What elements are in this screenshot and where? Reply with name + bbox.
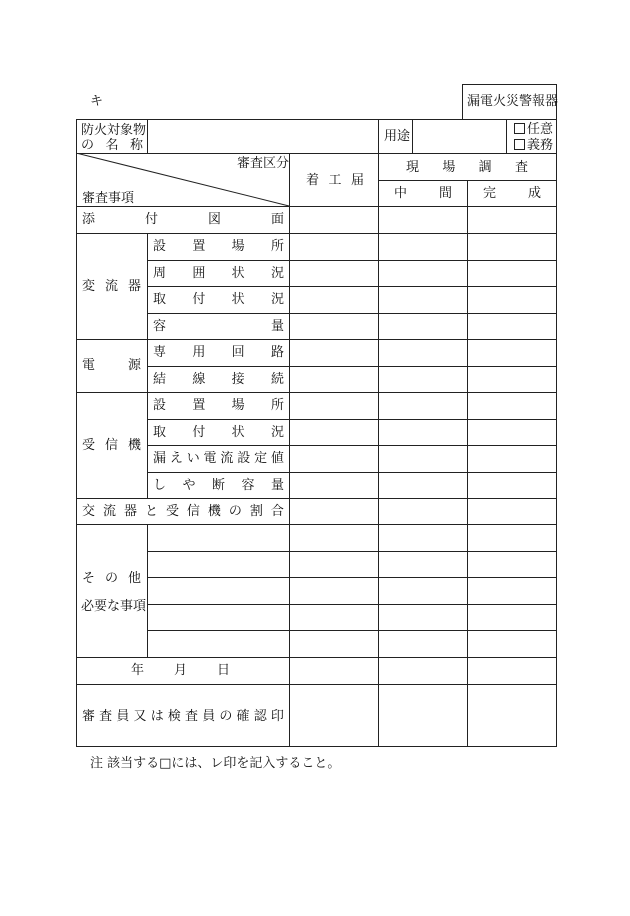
completion-header: 完 成 <box>483 186 541 201</box>
checkbox-icon <box>514 123 525 134</box>
receiver-item-leakage-setting: 漏 え い 電 流 設 定 値 <box>153 451 284 466</box>
transformer-label: 変 流 器 <box>82 279 141 294</box>
middle-header: 中 間 <box>394 186 452 201</box>
ratio-label: 交 流 器 と 受 信 機 の 割 合 <box>82 504 284 519</box>
usage-field[interactable] <box>413 120 506 153</box>
receiver-item-breaking-capacity: し や 断 容 量 <box>153 478 284 493</box>
footnote: 注 該当する□には、レ印を記入すること。 <box>90 756 341 771</box>
power-label: 電 源 <box>82 358 141 373</box>
transformer-item-capacity: 容 量 <box>153 319 284 334</box>
other-label-line2: 必要な事項 <box>81 599 147 614</box>
object-name-label-line1: 防火対象物 <box>81 123 147 138</box>
object-name-label-line2: の 名 称 <box>81 138 143 153</box>
form-title: 漏電火災警報器 <box>467 94 559 109</box>
form-code-label: キ <box>90 94 104 109</box>
other-label-line1: そ の 他 <box>82 571 141 586</box>
receiver-label: 受 信 機 <box>82 438 141 453</box>
power-item-dedicated-circuit: 専 用 回 路 <box>153 345 284 360</box>
attached-drawings-label: 添 付 図 面 <box>82 212 284 227</box>
start-notice-header: 着 工 届 <box>306 173 364 188</box>
items-label: 審査事項 <box>82 191 135 206</box>
power-item-wiring: 結 線 接 続 <box>153 372 284 387</box>
option-optional[interactable]: 任意 <box>514 123 553 136</box>
confirmation-seal-label: 審 査 員 又 は 検 査 員 の 確 認 印 <box>82 709 284 724</box>
receiver-item-location: 設 置 場 所 <box>153 398 284 413</box>
category-label: 審査区分 <box>237 156 290 171</box>
transformer-item-location: 設 置 場 所 <box>153 239 284 254</box>
site-inspection-header: 現 場 調 査 <box>406 160 528 175</box>
transformer-item-surroundings: 周 囲 状 況 <box>153 266 284 281</box>
receiver-item-mounting: 取 付 状 況 <box>153 425 284 440</box>
transformer-item-mounting: 取 付 状 況 <box>153 292 284 307</box>
checkbox-icon <box>514 139 525 150</box>
object-name-field[interactable] <box>148 120 378 153</box>
usage-label: 用途 <box>384 129 411 144</box>
date-label: 年 月 日 <box>131 663 230 678</box>
option-mandatory[interactable]: 義務 <box>514 139 553 152</box>
